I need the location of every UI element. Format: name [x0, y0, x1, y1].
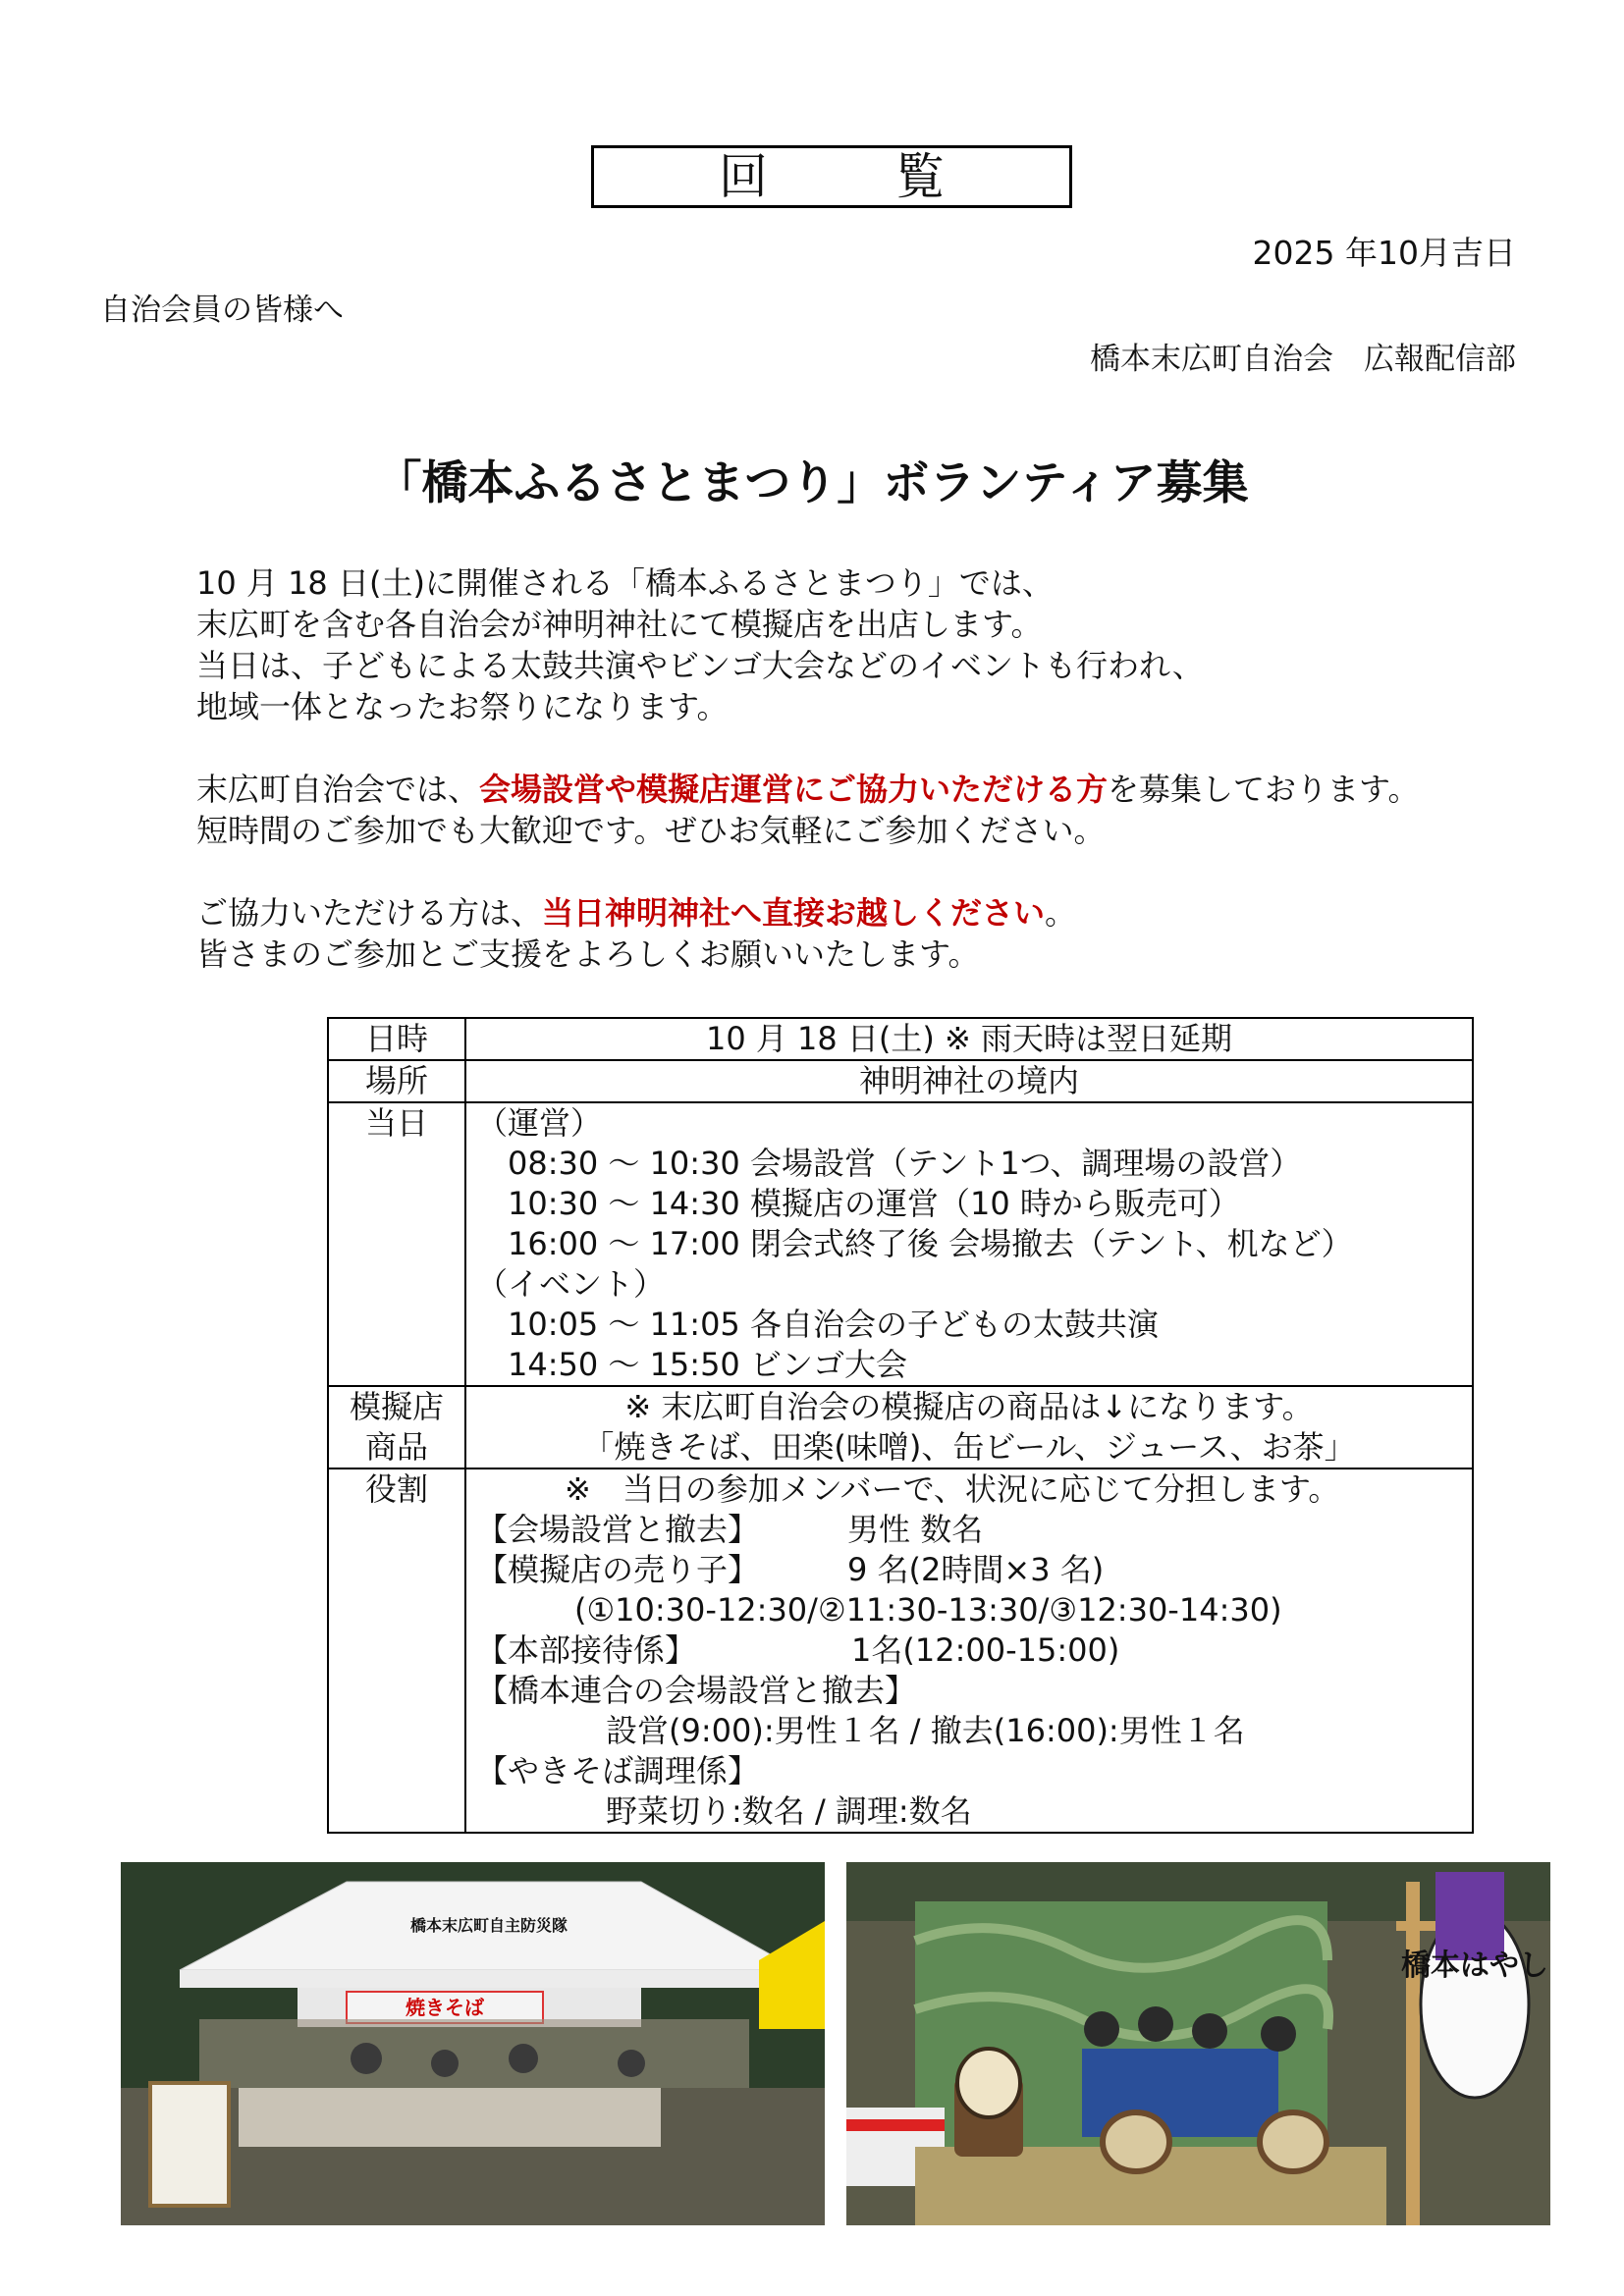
role-detail: 設営(9:00):男性１名 / 撤去(16:00):男性１名 [606, 1712, 1245, 1749]
paragraph-recruit [196, 769, 1532, 851]
recruit-pre: 末広町自治会では、 [196, 771, 480, 808]
role-name: 【模擬店の売り子】 [476, 1551, 760, 1588]
table-row [328, 1468, 1473, 1833]
label-shop-line: 商品 [364, 1428, 428, 1466]
lantern-text: 橋本はやし [1401, 1949, 1548, 1983]
intro-line: 地域一体となったお祭りになります。 [196, 688, 729, 725]
role-value: 1名(12:00-15:00) [851, 1631, 1120, 1669]
intro-line: 末広町を含む各自治会が神明神社にて模擬店を出店します。 [196, 606, 1043, 643]
shop-line: 「焼きそば、田楽(味噌)、缶ビール、ジュース、お茶」 [582, 1428, 1356, 1466]
role-name-line: 【橋本連合の会場設営と撤去】 [476, 1672, 917, 1709]
request-pre: ご協力いただける方は、 [196, 894, 543, 932]
label-place: 場所 [328, 1060, 465, 1102]
role-name: 【会場設営と撤去】 [476, 1511, 760, 1548]
info-table [327, 1017, 1474, 1834]
table-row [328, 1102, 1473, 1386]
recruit-post: を募集しております。 [1108, 771, 1420, 808]
shop-line: ※ 末広町自治会の模擬店の商品は↓になります。 [624, 1388, 1314, 1425]
recruit-highlight: 会場設営や模擬店運営にご協力いただける方 [479, 771, 1109, 808]
photo-taiko-illustration [846, 1862, 1550, 2225]
paragraph-intro [196, 562, 1532, 727]
request-highlight: 当日神明神社へ直接お越しください [542, 894, 1046, 932]
schedule-line: 14:50 ～ 15:50 ビンゴ大会 [508, 1346, 907, 1383]
schedule-line: 16:00 ～ 17:00 閉会式終了後 会場撤去（テント、机など） [508, 1225, 1353, 1262]
value-roles [465, 1468, 1473, 1833]
role-detail: 野菜切り:数名 / 調理:数名 [606, 1792, 972, 1830]
photo-booth-illustration [121, 1862, 825, 2225]
table-row [328, 1018, 1473, 1060]
booth-banner-text: 橋本末広町自主防災隊 [409, 1916, 568, 1935]
label-datetime: 日時 [328, 1018, 465, 1060]
role-name: 【本部接待係】 [476, 1631, 697, 1669]
role-line [476, 1510, 1462, 1550]
table-row [328, 1060, 1473, 1102]
roles-note: ※ 当日の参加メンバーで、状況に応じて分担します。 [565, 1470, 1340, 1508]
value-place: 神明神社の境内 [465, 1060, 1473, 1102]
intro-line: 10 月 18 日(土)に開催される「橋本ふるさとまつり」では、 [196, 564, 1054, 602]
value-day [465, 1102, 1473, 1386]
schedule-line: 08:30 ～ 10:30 会場設営（テント1つ、調理場の設営） [508, 1145, 1302, 1182]
recruit-line [196, 769, 1532, 810]
paragraph-request [196, 892, 1532, 975]
role-line [476, 1630, 1462, 1671]
role-line [476, 1550, 1462, 1590]
value-shop [465, 1386, 1473, 1468]
page-title: 「橋本ふるさとまつり」ボランティア募集 [375, 456, 1249, 510]
request-post: 。 [1045, 894, 1077, 932]
label-shop [328, 1386, 465, 1468]
schedule-line: （運営） [476, 1104, 603, 1142]
photo-booth [121, 1862, 825, 2225]
request-line [196, 892, 1532, 934]
recruit-line: 短時間のご参加でも大歓迎です。ぜひお気軽にご参加ください。 [196, 812, 1106, 849]
body-text [196, 562, 1532, 1016]
label-day: 当日 [328, 1102, 465, 1386]
schedule-line: 10:30 ～ 14:30 模擬店の運営（10 時から販売可） [508, 1185, 1240, 1222]
role-value: 男性 数名 [847, 1511, 984, 1548]
issue-date: 2025 年10月吉日 [1252, 234, 1516, 272]
label-shop-line: 模擬店 [349, 1388, 444, 1425]
role-name-line: 【やきそば調理係】 [476, 1752, 760, 1789]
booth-sign-text: 焼きそば [406, 1996, 484, 2019]
label-roles: 役割 [328, 1468, 465, 1833]
sender: 橋本末広町自治会 広報配信部 [1090, 342, 1516, 377]
role-value: 9 名(2時間×3 名) [847, 1551, 1105, 1588]
intro-line: 当日は、子どもによる太鼓共演やビンゴ大会などのイベントも行われ、 [196, 647, 1204, 684]
role-times: (①10:30-12:30/②11:30-13:30/③12:30-14:30) [574, 1591, 1282, 1629]
schedule-line: （イベント） [476, 1265, 666, 1303]
kairan-box: 回 覧 [591, 145, 1072, 208]
value-datetime: 10 月 18 日(土) ※ 雨天時は翌日延期 [465, 1018, 1473, 1060]
addressee: 自治会員の皆様へ [100, 293, 344, 328]
schedule-line: 10:05 ～ 11:05 各自治会の子どもの太鼓共演 [508, 1306, 1159, 1343]
photo-taiko [846, 1862, 1550, 2225]
request-line: 皆さまのご参加とご支援をよろしくお願いいたします。 [196, 935, 980, 973]
table-row [328, 1386, 1473, 1468]
